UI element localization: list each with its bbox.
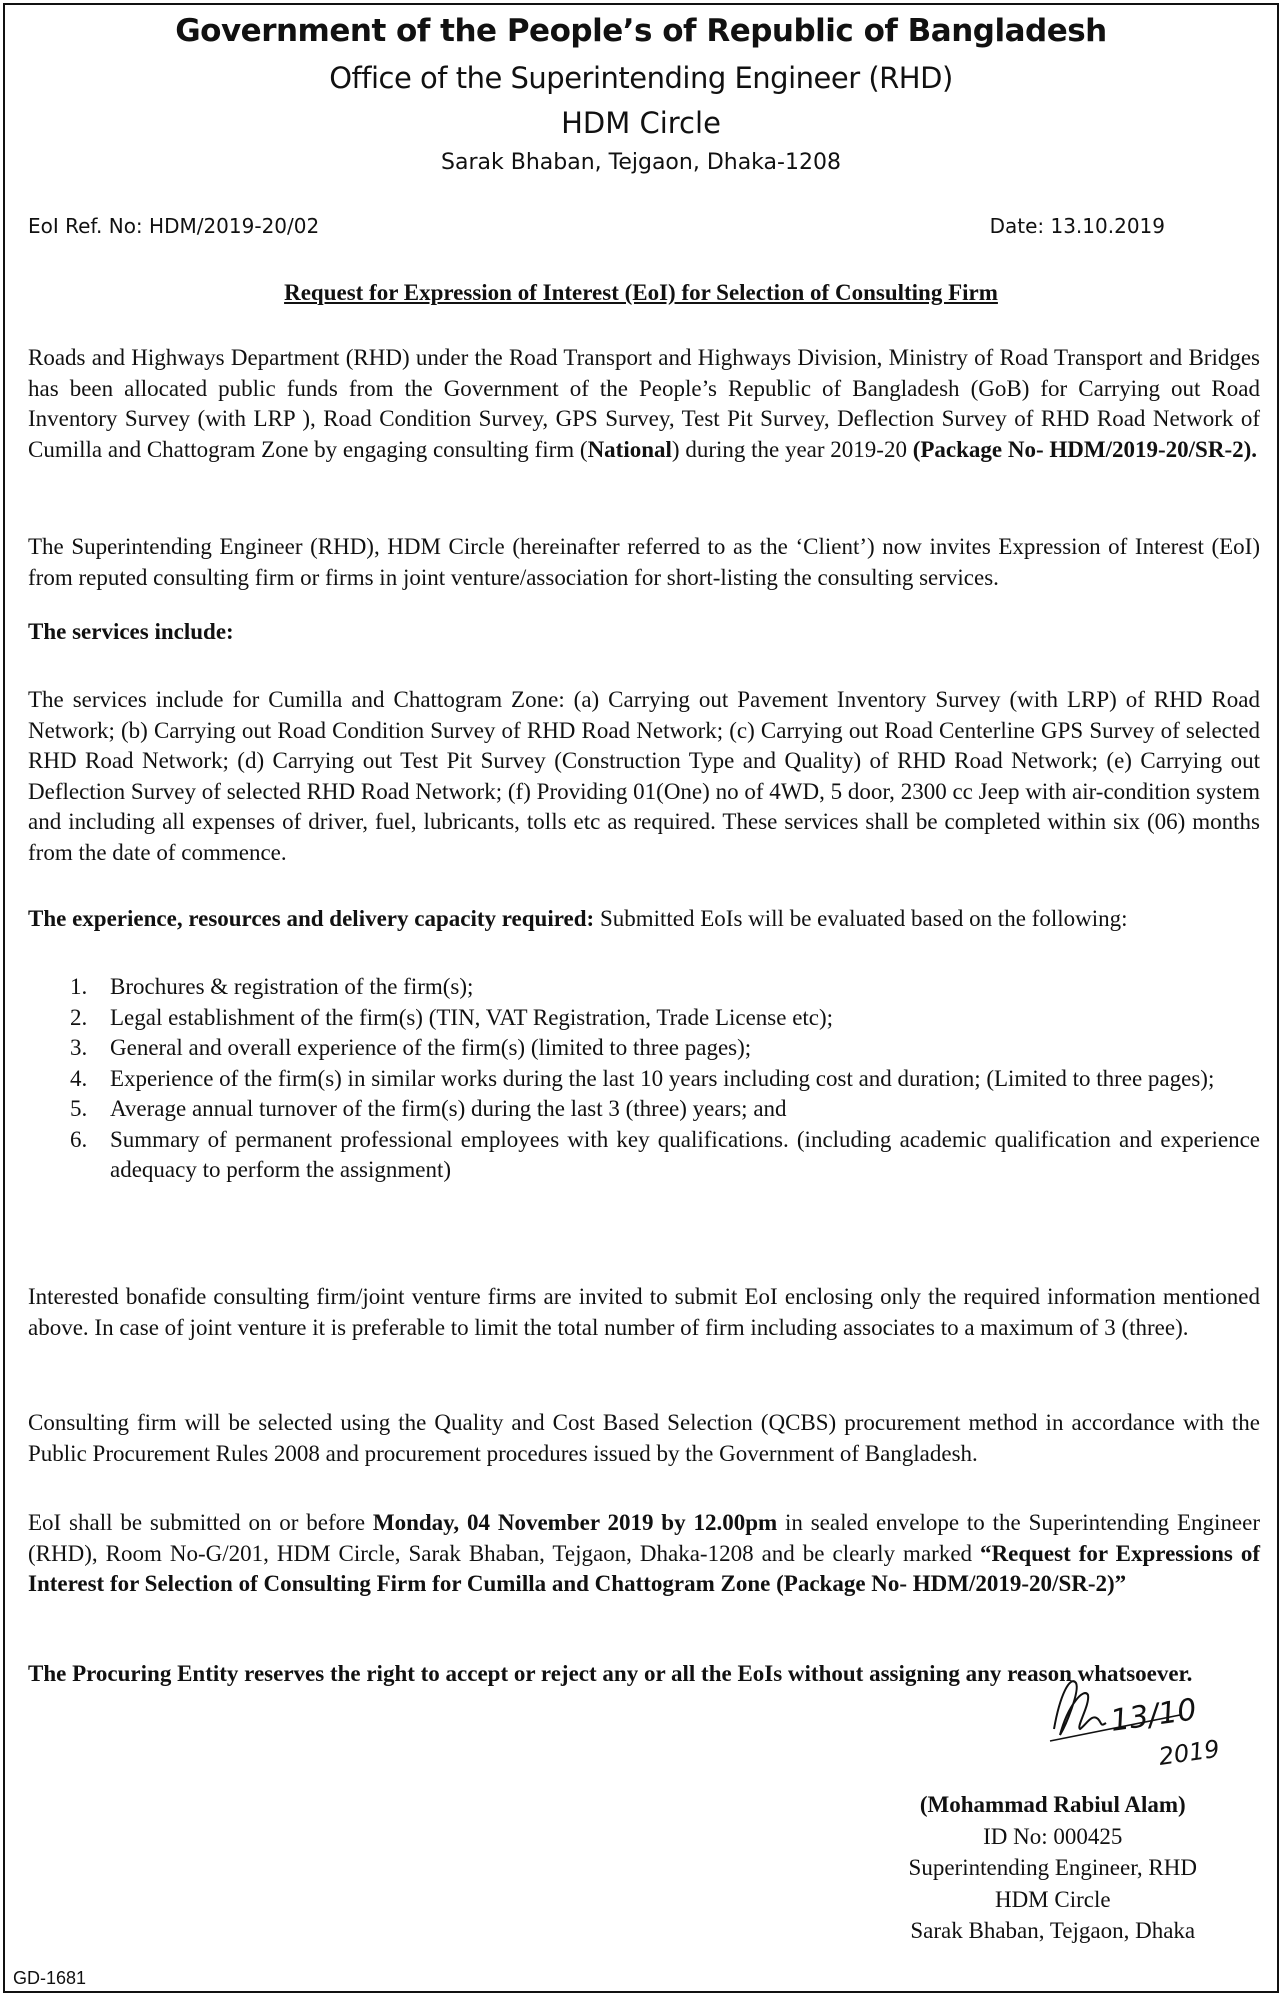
signatory-block (909, 1789, 1197, 1947)
list-item-number: 1. (70, 974, 88, 999)
svg-text:13/10: 13/10 (1108, 1692, 1199, 1739)
circle-title: HDM Circle (561, 106, 721, 140)
list-item-text: General and overall experience of the firm(s) (limited to three pages); (110, 1035, 752, 1060)
list-item-number: 3. (70, 1035, 88, 1060)
services-paragraph: The services include for Cumilla and Chattogram Zone: (a) Carrying out Pavement Inventory Survey (with LRP) of RHD Road Network; (b) Carrying out Road Condition Survey of RHD Road Network; (c) Carrying out Road Centerline GPS Survey of selected RHD Road Network; (d) Carrying out Test Pit Survey (Construction Type and Quality) of RHD Road Network; (e) Carrying out Deflection Survey of selected RHD Road Network; (f) Providing 01(One) no of 4WD, 5 door, 2300 cc Jeep with air-condition system and including all expenses of driver, fuel, lubricants, tolls etc as required. These services shall be completed within six (06) months from the date of commence. (28, 687, 1260, 865)
invitation-paragraph: Interested bonafide consulting firm/joint venture firms are invited to submit EoI enclosing only the required information mentioned above. In case of joint venture it is preferable to limit the total number of firm including associates to a maximum of 3 (three). (28, 1284, 1260, 1340)
document-code: GD-1681 (13, 1968, 87, 1988)
signatory-address: Sarak Bhaban, Tejgaon, Dhaka (910, 1918, 1196, 1943)
submission-text-b: in sealed envelope to the Superintending Engineer (RHD), Room No-G/201, HDM Circle, Sarak Bhaban, Tejgaon, Dhaka-1208 and be clearly marked (28, 1510, 1260, 1566)
list-item-number: 6. (70, 1126, 88, 1152)
evaluation-criteria-list (28, 972, 1260, 1186)
signatory-id: ID No: 000425 (983, 1823, 1123, 1849)
intro-text-b: ) during the year 2019-20 (671, 436, 913, 462)
intro-paragraph (28, 343, 1260, 465)
list-item-number: 4. (70, 1065, 88, 1091)
signature-graphic (1040, 1665, 1240, 1785)
list-item (28, 1125, 1260, 1186)
list-item (28, 1064, 1260, 1095)
office-title: Office of the Superintending Engineer (RHD) (329, 61, 953, 95)
submission-marking: “Request for Expressions of Interest for Selection of Consulting Firm for Cumilla and Chattogram Zone (Package No- HDM/2019-20/SR-2)” (28, 1540, 1260, 1596)
handwritten-signature (1040, 1665, 1240, 1785)
experience-bold: The experience, resources and delivery capacity required: (28, 906, 595, 931)
submission-paragraph (28, 1508, 1260, 1600)
list-item-text: Summary of permanent professional employees with key qualifications. (including academic qualification and experience adequacy to perform the assignment) (110, 1126, 1260, 1182)
office-address: Sarak Bhaban, Tejgaon, Dhaka-1208 (441, 150, 841, 175)
government-title: Government of the People’s of Republic of Bangladesh (175, 13, 1107, 49)
list-item (28, 1003, 1260, 1034)
notice-subject: Request for Expression of Interest (EoI) for Selection of Consulting Firm (284, 280, 998, 305)
list-item-text: Brochures & registration of the firm(s); (110, 974, 474, 999)
list-item-text: Experience of the firm(s) in similar works during the last 10 years including cost and duration; (Limited to three pages); (110, 1065, 1215, 1091)
reservation-statement: The Procuring Entity reserves the right to accept or reject any or all the EoIs without assigning any reason whatsoever. (28, 1661, 1193, 1686)
list-item-text: Average annual turnover of the firm(s) during the last 3 (three) years; and (110, 1096, 787, 1121)
intro-bold-package: (Package No- HDM/2019-20/SR-2). (912, 436, 1258, 462)
signatory-circle: HDM Circle (994, 1886, 1111, 1912)
submission-text-a: EoI shall be submitted on or before (28, 1510, 373, 1535)
svg-text:2019: 2019 (1156, 1734, 1222, 1771)
list-item-number: 2. (70, 1004, 88, 1030)
notice-date: Date: 13.10.2019 (989, 214, 1165, 238)
list-item-number: 5. (70, 1096, 88, 1121)
eoi-notice-page (3, 3, 1279, 1993)
eoi-reference-number: EoI Ref. No: HDM/2019-20/02 (28, 214, 320, 238)
client-paragraph: The Superintending Engineer (RHD), HDM Circle (hereinafter referred to as the ‘Client’) now invites Expression of Interest (EoI) from reputed consulting firm or firms in joint venture/association for short-listing the consulting services. (28, 534, 1260, 590)
qcbs-paragraph: Consulting firm will be selected using the Quality and Cost Based Selection (QCBS) procurement method in accordance with the Public Procurement Rules 2008 and procurement procedures issued by the Government of Bangladesh. (28, 1410, 1260, 1466)
experience-paragraph (28, 904, 1260, 935)
list-item (28, 1033, 1260, 1064)
list-item-text: Legal establishment of the firm(s) (TIN, VAT Registration, Trade License etc); (110, 1004, 834, 1030)
services-heading: The services include: (28, 619, 234, 644)
list-item (28, 1094, 1260, 1125)
signatory-name: (Mohammad Rabiul Alam) (919, 1792, 1186, 1817)
experience-text: Submitted EoIs will be evaluated based on the following: (594, 906, 1128, 931)
intro-text-a: Roads and Highways Department (RHD) under the Road Transport and Highways Division, Ministry of Road Transport and Bridges has been allocated public funds from the Government of the People’s Republic of Bangladesh (GoB) for Carrying out Road Inventory Survey (with LRP ), Road Condition Survey, GPS Survey, Test Pit Survey, Deflection Survey of RHD Road Network of Cumilla and Chattogram Zone by engaging consulting firm ( (28, 345, 1260, 462)
list-item (28, 972, 1260, 1003)
submission-deadline: Monday, 04 November 2019 by 12.00pm (372, 1510, 778, 1535)
signatory-designation: Superintending Engineer, RHD (908, 1855, 1197, 1880)
intro-bold-national: National (587, 436, 672, 462)
